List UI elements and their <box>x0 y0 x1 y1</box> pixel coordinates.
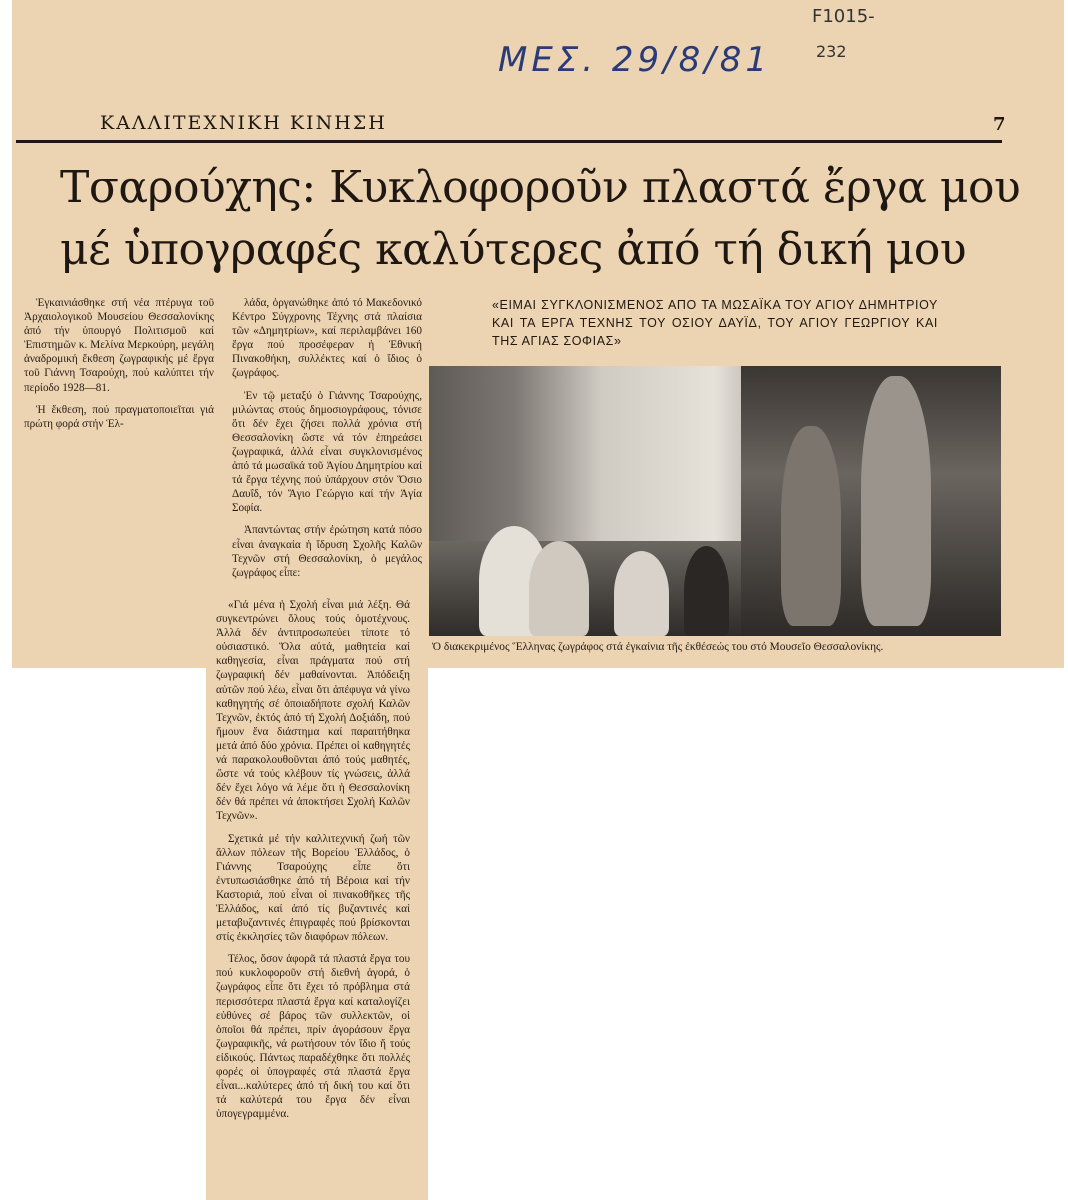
photo-caption: Ὁ διακεκριμένος Ἕλληνας ζωγράφος στά ἐγκαίνια τῆς ἐκθέσεώς του στό Μουσεῖο Θεσσαλονίκης. <box>432 641 884 653</box>
paragraph: Σχετικά μέ τήν καλλιτεχνική ζωή τῶν ἄλλων πόλεων τῆς Βορείου Ἑλλάδος, ὁ Γιάννης Τσαρούχης εἶπε ὅτι ἐντυπωσιάσθηκε ἀπό τή Βέροια καί τήν Καστοριά, πού εἶναι οἱ πινακοθῆκες τῆς Ἑλλάδος, καί ἀπό τίς βυζαντινές καί μεταβυζαντινές ἐπιγραφές πού βρίσκονται στίς ἐκκλησίες τῶν διαφόρων πόλεων. <box>216 832 410 944</box>
page-number: 7 <box>993 114 1006 135</box>
headline-line-1: Τσαρούχης: Κυκλοφοροῦν πλαστά ἔργα μου <box>60 162 1021 213</box>
paragraph: Ἀπαντώντας στήν ἐρώτηση κατά πόσο εἶναι ἀναγκαία ἡ ἵδρυση Σχολῆς Καλῶν Τεχνῶν στή Θεσσαλονίκη, ὁ μεγάλος ζωγράφος εἶπε: <box>232 524 422 579</box>
photo-figure <box>614 551 669 636</box>
mural-figure <box>861 376 931 626</box>
exhibition-photo <box>429 366 1001 636</box>
header-rule <box>16 140 1002 143</box>
mural-figure <box>781 426 841 626</box>
section-heading: ΚΑΛΛΙΤΕΧΝΙΚΗ ΚΙΝΗΣΗ <box>100 112 387 134</box>
headline-line-2: μέ ὑπογραφές καλύτερες ἀπό τή δική μου <box>60 224 967 275</box>
article-column-2 <box>232 296 422 588</box>
handwritten-archive-code: F1015- <box>812 6 875 27</box>
article-column-1 <box>24 296 214 439</box>
article-column-3 <box>216 598 410 1129</box>
handwritten-archive-number: 232 <box>816 42 847 61</box>
photo-figure <box>529 541 589 636</box>
paragraph: Ἡ ἔκθεση, πού πραγματοποιεῖται γιά πρώτη φορά στήν Ἑλ- <box>24 403 214 430</box>
paragraph: λάδα, ὀργανώθηκε ἀπό τό Μακεδονικό Κέντρο Σύγχρονης Τέχνης στά πλαίσια τῶν «Δημητρίων», καί περιλαμβάνει 160 ἔργα πού προσέφεραν ἡ Ἐθνική Πινακοθήκη, συλλέκτες καί ὁ ἴδιος ὁ ζωγράφος. <box>232 297 422 380</box>
paragraph: «Γιά μένα ἡ Σχολή εἶναι μιά λέξη. Θά συγκεντρώνει ὅλους τούς ὁμοτέχνους. Ἀλλά δέν ἀντιπροσωπεύει τίποτε τό οὐσιαστικό. Ὅλα αὐτά, μαθητεία καί καθηγεσία, εἶναι πράγματα πού στή ζωγραφική δέν μαθαίνονται. Ἀπόδειξη αὐτῶν πού λέω, εἶναι ὅτι ἀπέφυγα νά γίνω καθηγητής σέ ὁποιαδήποτε σχολή Καλῶν Τεχνῶν, ἐκτός ἀπό τή Σχολή Δοξιάδη, πού ἤμουν ἕνα διάστημα καί παραιτήθηκα μετά ἀπό δύο χρόνια. Πρέπει οἱ καθηγητές νά παρακολουθοῦνται ἀπό τούς μαθητές, ὥστε νά τούς κλέβουν τίς γνώσεις, ἀλλά δέν ἔχει λόγο νά λέμε ὅτι ἡ Θεσσαλονίκη δέν θά πρέπει νά ἀποκτήσει Σχολή Καλῶν Τεχνῶν». <box>216 599 410 823</box>
paragraph: Ἐγκαινιάσθηκε στή νέα πτέρυγα τοῦ Ἀρχαιολογικοῦ Μουσείου Θεσσαλονίκης ἀπό τήν ὑπουργό Πολιτισμοῦ καί Ἐπιστημῶν κ. Μελίνα Μερκούρη, μεγάλη ἀναδρομική ἔκθεση ζωγραφικής μέ ἔργα τοῦ Γιάννη Τσαρούχη, πού καλύπτει τήν περίοδο 1928—81. <box>24 297 214 394</box>
photo-mural <box>741 366 1001 636</box>
handwritten-date: ΜΕΣ. 29/8/81 <box>498 40 771 80</box>
paragraph: Ἐν τῷ μεταξύ ὁ Γιάννης Τσαρούχης, μιλώντας στούς δημοσιογράφους, τόνισε ὅτι δέν ἔχει ζήσει πολλά χρόνια στή Θεσσαλονίκη ὥστε νά τόν ἐπηρεάσει ζωγραφικά, ἀλλά εἶναι συγκλονισμένος ἀπό τά μωσαϊκά τοῦ Ἁγίου Δημητρίου καί τά ἔργα τέχνης πού ὑπάρχουν στόν Ὅσιο Δαυΐδ, τόν Ἅγιο Γεώργιο καί τήν Ἁγία Σοφία. <box>232 389 422 515</box>
paragraph: Τέλος, ὅσον ἀφορᾶ τά πλαστά ἔργα του πού κυκλοφοροῦν στή διεθνή ἀγορά, ὁ ζωγράφος εἶπε ὅτι ἔχει τό πρόβλημα στά περισσότερα πλαστά ἔργα καί καταλογίζει εὐθύνες σέ βάρος τῶν συλλεκτῶν, οἱ ὁποῖοι θά πρέπει, πρίν ἀγοράσουν ἔργα ζωγραφικῆς, νά ρωτήσουν τόν ἴδιο ἤ τούς εἰδικούς. Πάντως παραδέχθηκε ὅτι πολλές φορές οἱ ὑπογραφές στά πλαστά ἔργα εἶναι...καλύτερες ἀπό τή δική του καί ὅτι τά καλύτερά του ἔργα δέν εἶναι ὑπογεγραμμένα. <box>216 953 410 1121</box>
pull-quote: «ΕΙΜΑΙ ΣΥΓΚΛΟΝΙΣΜΕΝΟΣ ΑΠΟ ΤΑ ΜΩΣΑΪΚΑ ΤΟΥ ΑΓΙΟΥ ΔΗΜΗΤΡΙΟΥ ΚΑΙ ΤΑ ΕΡΓΑ ΤΕΧΝΗΣ ΤΟΥ ΟΣΙΟΥ ΔΑΥΪΔ, ΤΟΥ ΑΓΙΟΥ ΓΕΩΡΓΙΟΥ ΚΑΙ ΤΗΣ ΑΓΙΑΣ ΣΟΦΙΑΣ» <box>492 298 938 348</box>
photo-figure <box>684 546 729 636</box>
